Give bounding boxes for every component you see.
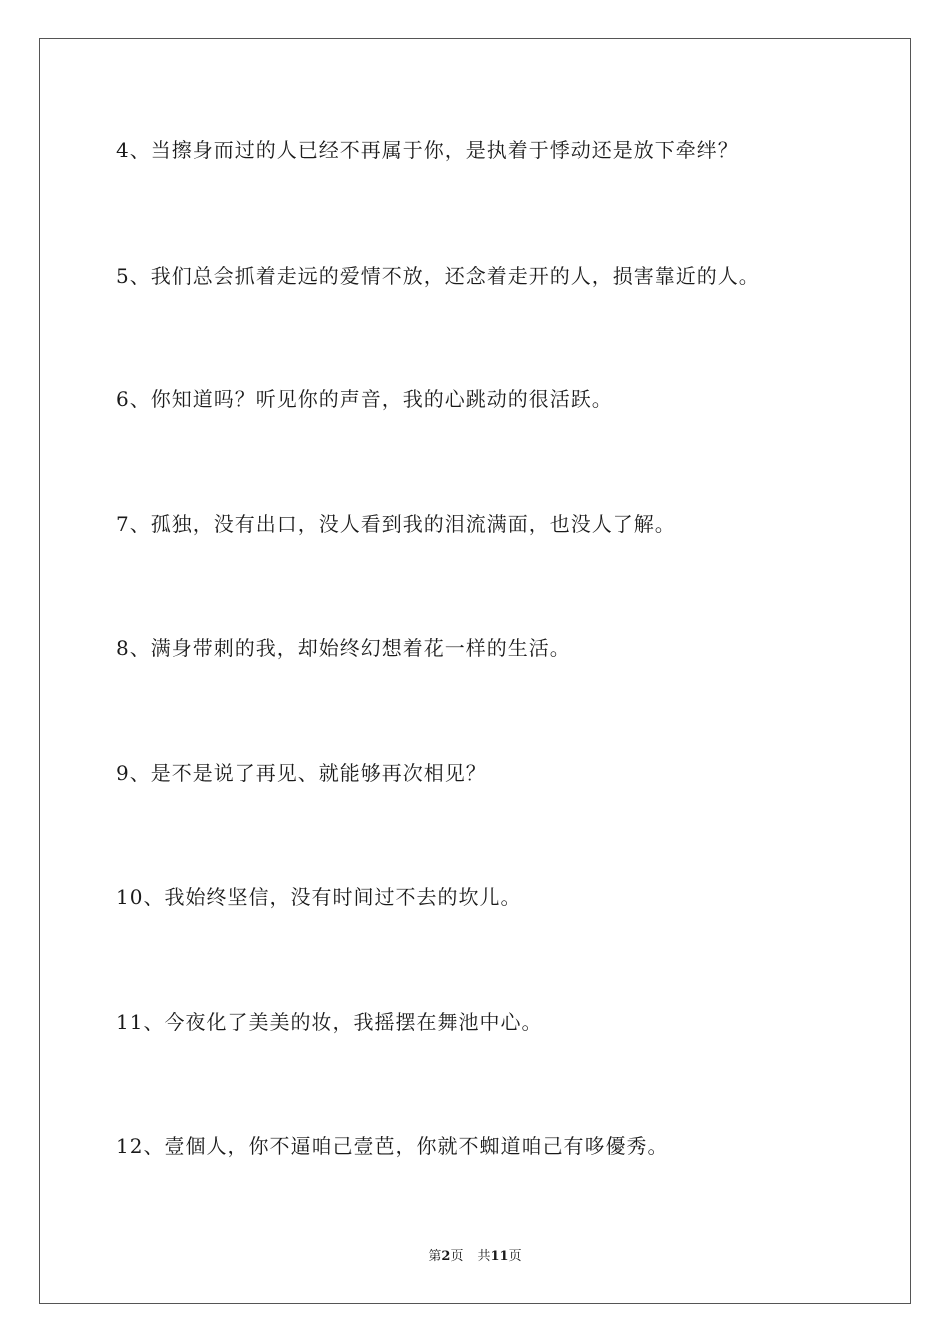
page-footer — [0, 1249, 950, 1265]
list-item: 12、壹個人，你不逼咱己壹芭，你就不蜘道咱己有哆優秀。 — [116, 1134, 669, 1158]
list-item: 9、是不是说了再见、就能够再次相见？ — [116, 761, 487, 785]
list-item: 7、孤独，没有出口，没人看到我的泪流满面，也没人了解。 — [116, 512, 676, 536]
page-border — [39, 38, 911, 1304]
total-pages: 11 — [490, 1249, 509, 1264]
page-label-prefix: 第 — [428, 1249, 442, 1264]
page-number: 2 — [441, 1249, 451, 1264]
page-label-suffix: 页 — [450, 1249, 464, 1264]
list-item: 6、你知道吗？听见你的声音，我的心跳动的很活跃。 — [116, 387, 613, 411]
list-item: 10、我始终坚信，没有时间过不去的坎儿。 — [116, 885, 522, 909]
list-item: 4、当擦身而过的人已经不再属于你，是执着于悸动还是放下牵绊？ — [116, 138, 739, 162]
list-item: 5、我们总会抓着走远的爱情不放，还念着走开的人，损害靠近的人。 — [116, 264, 760, 288]
list-item: 8、满身带刺的我，却始终幻想着花一样的生活。 — [116, 636, 571, 660]
total-label-prefix: 共 — [477, 1249, 491, 1264]
total-label-suffix: 页 — [508, 1249, 522, 1264]
list-item: 11、今夜化了美美的妆，我摇摆在舞池中心。 — [116, 1010, 543, 1034]
